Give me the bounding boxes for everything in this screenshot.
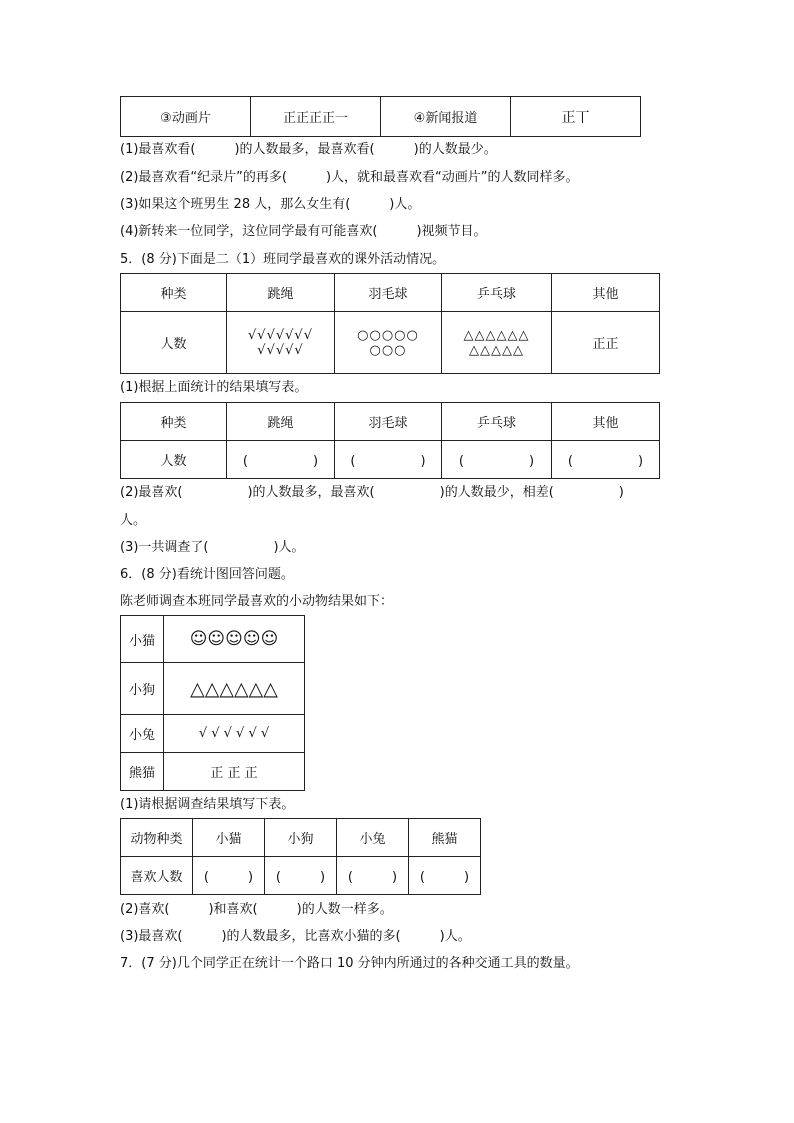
q6-blank-dog[interactable]: ( ) [265, 857, 337, 895]
cell-cartoon-tally: 正正正正一 [251, 97, 381, 137]
badminton-marks-1: ○○○○○ [357, 327, 419, 343]
fill-blank-other[interactable]: ( ) [552, 441, 660, 479]
cell-cartoon: ③动画片 [121, 97, 251, 137]
chart-marks-panda: 正 正 正 [164, 753, 305, 791]
badminton-marks-2: ○○○ [369, 342, 407, 358]
q4-sub4: (4)新转来一位同学，这位同学最有可能喜欢( )视频节目。 [120, 224, 487, 239]
q4-sub1: (1)最喜欢看( )的人数最多，最喜欢看( )的人数最少。 [120, 142, 497, 157]
chart-label-dog: 小狗 [121, 663, 164, 715]
jumprope-tally [227, 312, 335, 374]
q6-sub1: (1)请根据调查结果填写下表。 [120, 797, 295, 812]
header-badminton: 羽毛球 [335, 274, 442, 312]
q5-tally-table [120, 273, 660, 374]
fill-blank-badminton[interactable]: ( ) [335, 441, 442, 479]
q6-header-cat: 小猫 [193, 819, 265, 857]
q6-row-label: 喜欢人数 [121, 857, 193, 895]
q5-sub2-cont: 人。 [120, 513, 147, 528]
q6-header-panda: 熊猫 [409, 819, 481, 857]
q6-heading: 6．(8 分)看统计图回答问题。 [120, 567, 294, 582]
fill-header-pingpong: 乒乓球 [442, 403, 552, 441]
q5-sub2: (2)最喜欢( )的人数最多，最喜欢( )的人数最少，相差( ) [120, 485, 624, 500]
q6-fill-table [120, 818, 481, 895]
q5-fill-table [120, 402, 660, 479]
badminton-tally [335, 312, 442, 374]
q6-chart-table [120, 615, 305, 791]
fill-blank-pingpong[interactable]: ( ) [442, 441, 552, 479]
q6-header-rabbit: 小兔 [337, 819, 409, 857]
jumprope-marks-1: √√√√√√√ [248, 327, 313, 343]
header-kind: 种类 [121, 274, 227, 312]
pingpong-marks-1: △△△△△△ [463, 327, 530, 343]
chart-label-cat: 小猫 [121, 616, 164, 663]
pingpong-marks-2: △△△△△ [469, 342, 524, 358]
jumprope-marks-2: √√√√√ [257, 342, 304, 358]
fill-row-label: 人数 [121, 441, 227, 479]
q6-intro: 陈老师调查本班同学最喜欢的小动物结果如下： [120, 594, 394, 609]
chart-marks-dog: △△△△△△ [164, 663, 305, 715]
top-table [120, 96, 641, 137]
q5-sub3: (3)一共调查了( )人。 [120, 540, 305, 555]
q5-sub1: (1)根据上面统计的结果填写表。 [120, 380, 308, 395]
q6-blank-panda[interactable]: ( ) [409, 857, 481, 895]
fill-blank-jumprope[interactable]: ( ) [227, 441, 335, 479]
chart-marks-cat: ☺☺☺☺☺ [164, 616, 305, 663]
chart-label-rabbit: 小兔 [121, 715, 164, 753]
header-other: 其他 [552, 274, 660, 312]
header-pingpong: 乒乓球 [442, 274, 552, 312]
cell-news-tally: 正丅 [511, 97, 641, 137]
q7-heading: 7．(7 分)几个同学正在统计一个路口 10 分钟内所通过的各种交通工具的数量。 [120, 956, 579, 971]
q5-heading: 5．(8 分)下面是二（1）班同学最喜欢的课外活动情况。 [120, 252, 446, 267]
q6-header-dog: 小狗 [265, 819, 337, 857]
q4-sub3: (3)如果这个班男生 28 人，那么女生有( )人。 [120, 197, 421, 212]
q6-sub2: (2)喜欢( )和喜欢( )的人数一样多。 [120, 902, 393, 917]
row-label-count: 人数 [121, 312, 227, 374]
pingpong-tally [442, 312, 552, 374]
chart-marks-rabbit: √ √ √ √ √ √ [164, 715, 305, 753]
fill-header-badminton: 羽毛球 [335, 403, 442, 441]
other-tally: 正正 [552, 312, 660, 374]
header-jumprope: 跳绳 [227, 274, 335, 312]
fill-header-other: 其他 [552, 403, 660, 441]
cell-news: ④新闻报道 [381, 97, 511, 137]
fill-header-kind: 种类 [121, 403, 227, 441]
fill-header-jumprope: 跳绳 [227, 403, 335, 441]
q6-blank-rabbit[interactable]: ( ) [337, 857, 409, 895]
q6-sub3: (3)最喜欢( )的人数最多，比喜欢小猫的多( )人。 [120, 929, 471, 944]
q6-header-animal: 动物种类 [121, 819, 193, 857]
q6-blank-cat[interactable]: ( ) [193, 857, 265, 895]
q4-sub2: (2)最喜欢看“纪录片”的再多( )人，就和最喜欢看“动画片”的人数同样多。 [120, 170, 579, 185]
chart-label-panda: 熊猫 [121, 753, 164, 791]
